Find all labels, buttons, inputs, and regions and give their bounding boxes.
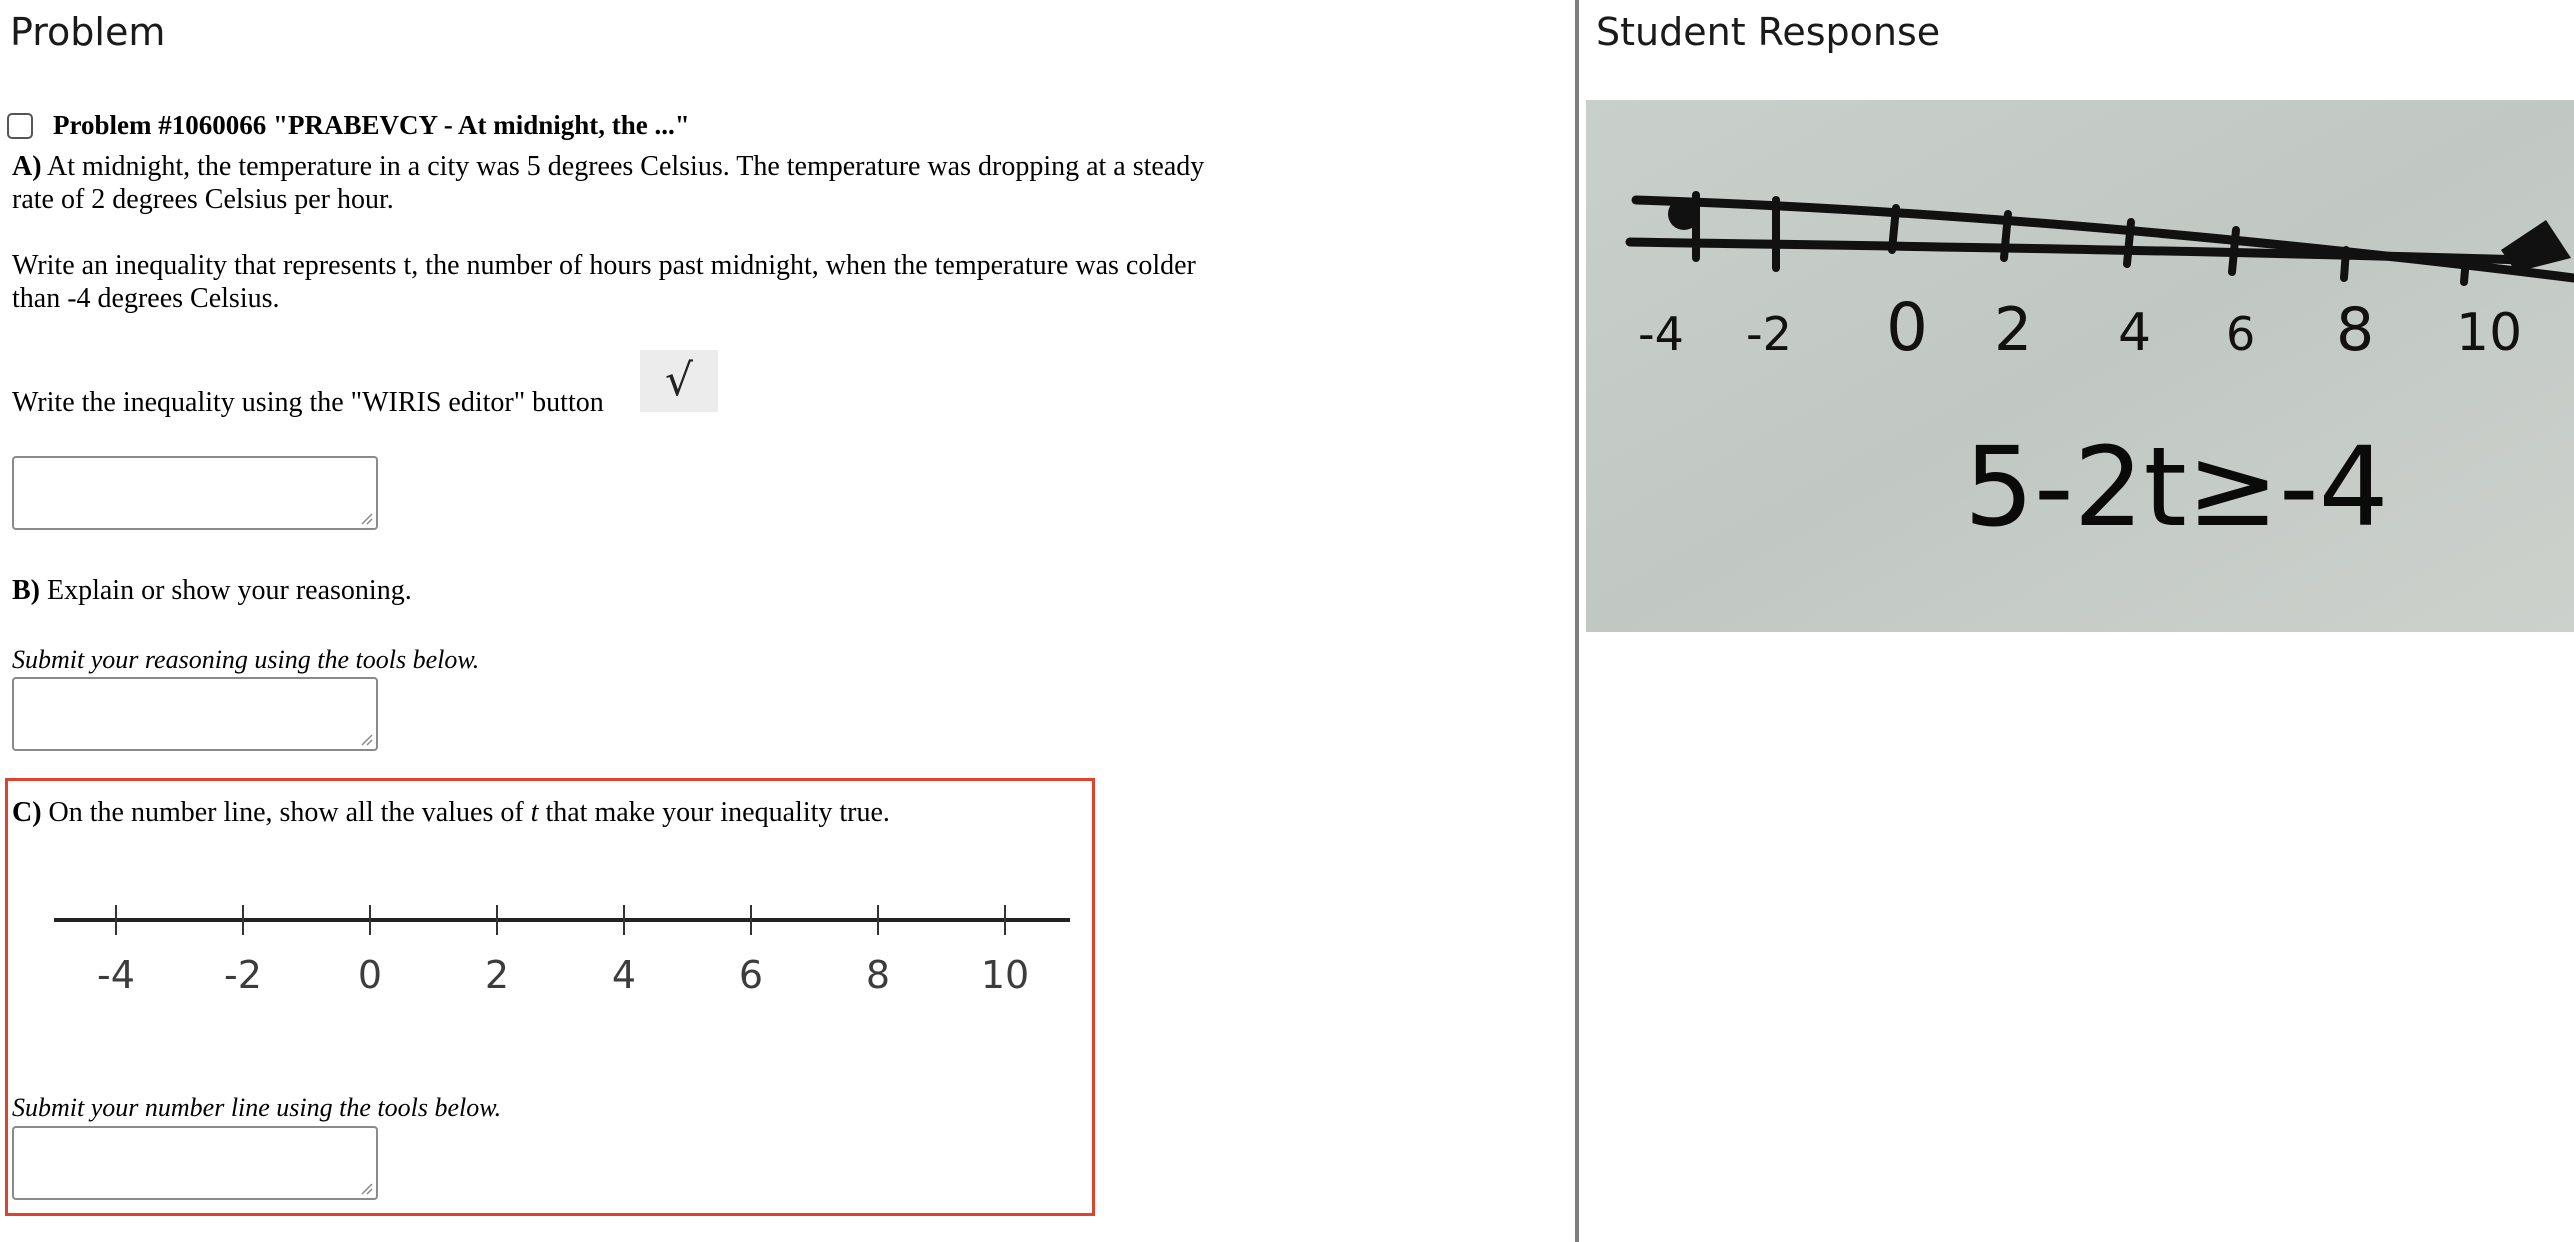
student-number-label: 6 bbox=[2226, 307, 2256, 361]
part-a-question-line1: Write an inequality that represents t, the number of hours past midnight, when the temperature was colder bbox=[12, 250, 1196, 281]
number-line-tick-label: -2 bbox=[224, 953, 262, 997]
resize-grip-icon[interactable] bbox=[359, 1181, 373, 1195]
number-line-tick-label: 8 bbox=[865, 953, 891, 997]
part-a-question-line2: than -4 degrees Celsius. bbox=[12, 283, 280, 314]
wiris-instruction: Write the inequality using the "WIRIS editor" button bbox=[12, 387, 604, 418]
student-drawing bbox=[1586, 100, 2574, 632]
part-a-line2: rate of 2 degrees Celsius per hour. bbox=[12, 184, 394, 215]
part-b-label: B) bbox=[12, 575, 40, 606]
student-number-label: -4 bbox=[1638, 307, 1684, 361]
student-work-photo bbox=[1586, 100, 2574, 632]
resize-grip-icon[interactable] bbox=[359, 511, 373, 525]
student-number-label: 0 bbox=[1886, 289, 1928, 366]
problem-pane-title: Problem bbox=[10, 10, 166, 54]
student-number-label: 10 bbox=[2456, 303, 2523, 363]
part-b-instruction: Submit your reasoning using the tools below. bbox=[12, 645, 480, 674]
part-c-variable: t bbox=[530, 797, 539, 828]
number-line-tick-label: 2 bbox=[484, 953, 510, 997]
part-c-label: C) bbox=[12, 797, 42, 828]
part-a-answer-field[interactable] bbox=[12, 456, 378, 530]
part-b-text bbox=[12, 574, 1292, 607]
part-c-prompt-before: On the number line, show all the values of bbox=[41, 797, 531, 828]
problem-heading: Problem #1060066 "PRABEVCY - At midnight, the ..." bbox=[53, 110, 690, 140]
part-c-prompt-after: that make your inequality true. bbox=[538, 797, 890, 828]
resize-grip-icon[interactable] bbox=[359, 732, 373, 746]
pane-divider[interactable] bbox=[1575, 0, 1579, 1242]
number-line bbox=[40, 880, 1080, 1000]
number-line-tick-label: 4 bbox=[611, 953, 637, 997]
student-response-pane-title: Student Response bbox=[1596, 10, 1941, 54]
student-number-label: 2 bbox=[1994, 295, 2033, 365]
part-a-line1: At midnight, the temperature in a city was 5 degrees Celsius. The temperature was dropping at a steady bbox=[41, 151, 1205, 182]
problem-header bbox=[7, 110, 690, 141]
part-c-text bbox=[12, 796, 1292, 829]
number-line-tick-label: 6 bbox=[738, 953, 764, 997]
student-number-label: 4 bbox=[2118, 303, 2152, 363]
part-a-text bbox=[12, 150, 1292, 216]
part-b-answer-field[interactable] bbox=[12, 677, 378, 751]
part-c-instruction: Submit your number line using the tools below. bbox=[12, 1093, 502, 1122]
part-c-answer-field[interactable] bbox=[12, 1126, 378, 1200]
student-number-label: -2 bbox=[1746, 307, 1792, 361]
number-line-tick-label: 0 bbox=[357, 953, 383, 997]
student-inequality: 5-2t≥-4 bbox=[1964, 423, 2389, 551]
part-b-prompt: Explain or show your reasoning. bbox=[40, 575, 412, 606]
student-number-label: 8 bbox=[2336, 295, 2375, 365]
part-a-question bbox=[12, 249, 1292, 315]
number-line-tick-label: 10 bbox=[980, 953, 1030, 997]
number-line-tick-label: -4 bbox=[97, 953, 135, 997]
wiris-editor-button[interactable]: √ bbox=[640, 350, 718, 412]
part-a-label: A) bbox=[12, 151, 42, 182]
problem-select-checkbox[interactable] bbox=[7, 113, 33, 139]
